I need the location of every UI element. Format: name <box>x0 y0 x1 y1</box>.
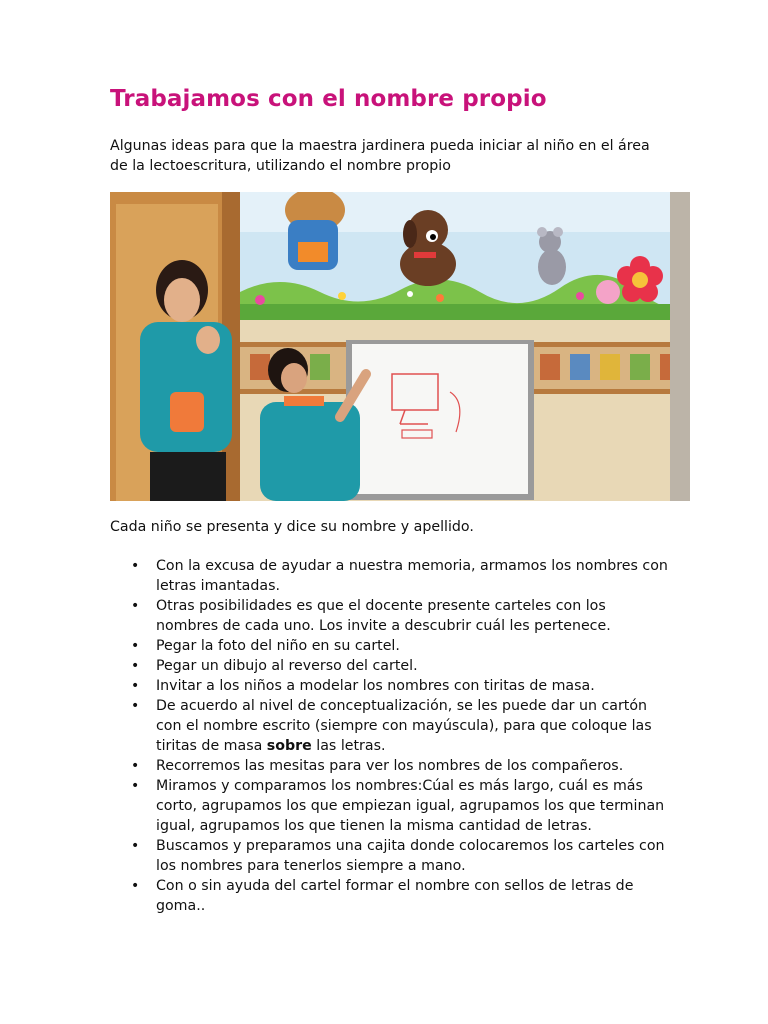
ideas-list <box>110 556 670 916</box>
page-title: Trabajamos con el nombre propio <box>110 86 547 112</box>
bullet-icon: • <box>131 678 140 694</box>
list-item-text: Invitar a los niños a modelar los nombres con tiritas de masa. <box>156 678 595 694</box>
list-item <box>110 676 670 696</box>
list-item <box>110 876 670 916</box>
list-item <box>110 636 670 656</box>
list-item <box>110 596 670 636</box>
bullet-icon: • <box>131 778 140 794</box>
photo-caption: Cada niño se presenta y dice su nombre y apellido. <box>110 519 474 535</box>
list-item-text: Recorremos las mesitas para ver los nombres de los compañeros. <box>156 758 624 774</box>
list-item-text: Miramos y comparamos los nombres:Cúal es más largo, cuál es más corto, agrupamos los que empiezan igual, agrupamos los que terminan igual, agrupamos los que tienen la misma cantidad de letras. <box>156 778 665 834</box>
bullet-icon: • <box>131 758 140 774</box>
classroom-photo <box>110 192 690 501</box>
bullet-icon: • <box>131 658 140 674</box>
list-item <box>110 836 670 876</box>
list-item-text: Con o sin ayuda del cartel formar el nombre con sellos de letras de goma.. <box>156 878 634 914</box>
list-item <box>110 656 670 676</box>
list-item-text-after: las letras. <box>311 738 386 754</box>
list-item <box>110 756 670 776</box>
list-item <box>110 776 670 836</box>
list-item-text-before: De acuerdo al nivel de conceptualización, se les puede dar un cartón con el nombre escrito (siempre con mayúscula), para que coloque las tiritas de masa <box>156 698 652 754</box>
list-item-text: Pegar la foto del niño en su cartel. <box>156 638 400 654</box>
intro-paragraph: Algunas ideas para que la maestra jardinera pueda iniciar al niño en el área de la lectoescritura, utilizando el nombre propio <box>110 138 650 174</box>
bullet-icon: • <box>131 878 140 894</box>
list-item-text: Con la excusa de ayudar a nuestra memoria, armamos los nombres con letras imantadas. <box>156 558 668 594</box>
list-item-text: Buscamos y preparamos una cajita donde colocaremos los carteles con los nombres para tenerlos siempre a mano. <box>156 838 665 874</box>
bullet-icon: • <box>131 638 140 654</box>
bullet-icon: • <box>131 558 140 574</box>
list-item-text: Pegar un dibujo al reverso del cartel. <box>156 658 418 674</box>
list-item <box>110 556 670 596</box>
list-item <box>110 696 670 756</box>
list-item-text: Otras posibilidades es que el docente presente carteles con los nombres de cada uno. Los invite a descubrir cuál les pertenece. <box>156 598 611 634</box>
bullet-icon: • <box>131 598 140 614</box>
list-item-bold-word: sobre <box>266 738 312 754</box>
bullet-icon: • <box>131 698 140 714</box>
bullet-icon: • <box>131 838 140 854</box>
